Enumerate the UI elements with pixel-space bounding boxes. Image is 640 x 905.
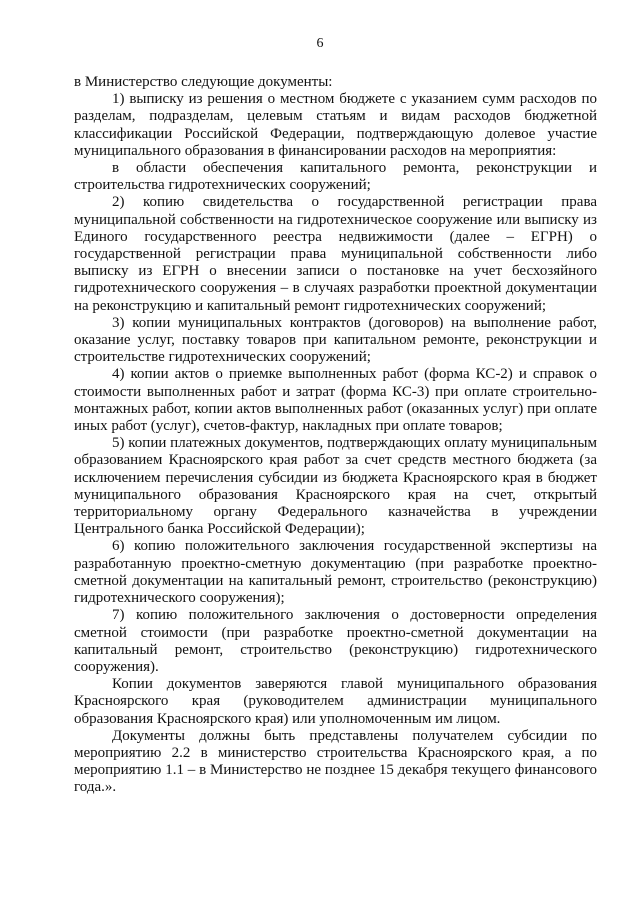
paragraph: 2) копию свидетельства о государственной регистрации права муниципальной собственности на гидротехническое сооружение или выписку из Единого государственного реестра недвижимости (далее – ЕГРН) о государственной регистрации права муниципальной собственности либо выписку из ЕГРН о внесении записи о постановке на учет бесхозяйного гидротехнического сооружения – в случаях разработки проектной документации на реконструкцию и капитальный ремонт гидротехнических сооружений; xyxy=(74,194,597,314)
paragraph: 3) копии муниципальных контрактов (договоров) на выполнение работ, оказание услуг, поставку товаров при капитальном ремонте, реконструкции и строительстве гидротехнических сооружений; xyxy=(74,314,597,366)
paragraph: в области обеспечения капитального ремонта, реконструкции и строительства гидротехнических сооружений; xyxy=(74,160,597,194)
paragraph: Копии документов заверяются главой муниципального образования Красноярского края (руководителем администрации муниципального образования Красноярского края) или уполномоченным им лицом. xyxy=(74,676,597,727)
page-number: 6 xyxy=(316,36,324,51)
paragraph: 7) копию положительного заключения о достоверности определения сметной стоимости (при разработке проектно-сметной документации на капитальный ремонт, строительство (реконструкцию) гидротехнического сооружения). xyxy=(74,607,597,675)
paragraph: 1) выписку из решения о местном бюджете с указанием сумм расходов по разделам, подразделам, целевым статьям и видам расходов бюджетной классификации Российской Федерации, подтверждающую долевое участие муниципального образования в финансировании расходов на мероприятия: xyxy=(74,91,597,159)
paragraph: 5) копии платежных документов, подтверждающих оплату муниципальным образованием Красноярского края работ за счет средств местного бюджета (за исключением перечисления субсидии из бюджета Красноярского края в бюджет муниципального образования Красноярского края на счет, открытый территориальному органу Федерального казначейства в учреждении Центрального банка Российской Федерации); xyxy=(74,435,597,538)
paragraph: 4) копии актов о приемке выполненных работ (форма КС-2) и справок о стоимости выполненных работ и затрат (форма КС-3) при оплате строительно-монтажных работ, копии актов выполненных работ (оказанных услуг) при оплате иных работ (услуг), счетов-фактур, накладных при оплате товаров; xyxy=(74,366,597,435)
paragraph: Документы должны быть представлены получателем субсидии по мероприятию 2.2 в министерство строительства Красноярского края, а по мероприятию 1.1 – в Министерство не позднее 15 декабря текущего финансового года.». xyxy=(74,727,597,796)
paragraph: 6) копию положительного заключения государственной экспертизы на разработанную проектно-сметную документацию (при разработке проектно-сметной документации на капитальный ремонт, строительство (реконструкцию) гидротехнического сооружения); xyxy=(74,538,597,607)
document-body xyxy=(74,74,597,797)
paragraph: в Министерство следующие документы: xyxy=(74,74,333,90)
